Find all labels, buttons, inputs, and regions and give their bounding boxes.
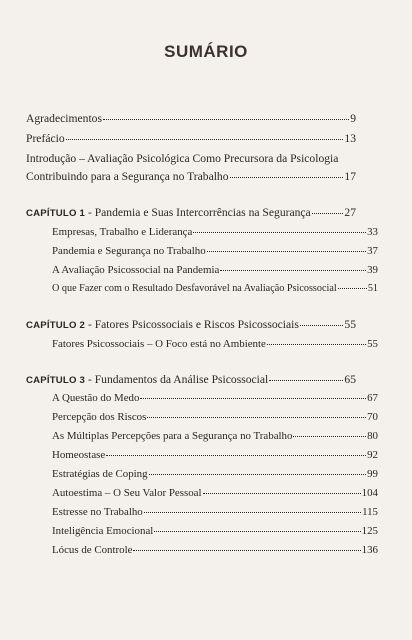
toc-page-number: 99: [367, 468, 378, 480]
dot-leader: [293, 436, 366, 437]
dot-leader: [203, 493, 361, 494]
toc-subentry: [52, 506, 378, 522]
toc-subentry: [52, 544, 378, 560]
toc-page-number: 51: [367, 283, 378, 294]
toc-subentry: [52, 226, 378, 242]
toc-entry-label: Agradecimentos: [26, 112, 102, 125]
toc-page-number: 27: [344, 206, 356, 219]
dot-leader: [193, 232, 366, 233]
toc-subentry: [52, 245, 378, 261]
toc-subentry: [52, 468, 378, 484]
dot-leader: [338, 288, 367, 289]
toc-page-number: 70: [367, 411, 378, 423]
dot-leader: [269, 380, 343, 381]
chapter-title: - Pandemia e Suas Intercorrências na Segurança: [85, 206, 311, 219]
toc-subentry: [52, 338, 378, 354]
toc-page-number: 55: [344, 318, 356, 331]
toc-entry-label: As Múltiplas Percepções para a Segurança no Trabalho: [52, 430, 293, 442]
toc-entry-label: Empresas, Trabalho e Liderança: [52, 226, 193, 238]
toc-subentry: [52, 525, 378, 541]
dot-leader: [312, 213, 344, 214]
toc-entry-label: Estresse no Trabalho: [52, 506, 143, 518]
toc-subentry: [52, 411, 378, 427]
toc-chapter-2: [26, 318, 356, 334]
chapter-title: - Fundamentos da Análise Psicossocial: [85, 373, 269, 386]
toc-subentry: [52, 487, 378, 503]
toc-entry-label: A Avaliação Psicossocial na Pandemia: [52, 264, 220, 276]
dot-leader: [147, 417, 366, 418]
toc-page-number: 80: [367, 430, 378, 442]
toc-subentry: [52, 264, 378, 280]
toc-chapter-1: [26, 206, 356, 222]
toc-subentry: [52, 392, 378, 408]
toc-entry-label: A Questão do Medo: [52, 392, 140, 404]
dot-leader: [106, 455, 366, 456]
toc-page-number: 37: [367, 245, 378, 257]
toc-page-number: 136: [361, 544, 378, 556]
toc-entry-introducao-line1: Introdução – Avaliação Psicológica Como Precursora da Psicologia: [26, 152, 339, 165]
toc-page-number: 92: [367, 449, 378, 461]
toc-page-number: 33: [367, 226, 378, 238]
toc-page-number: 39: [367, 264, 378, 276]
toc-entry-label: Pandemia e Segurança no Trabalho: [52, 245, 206, 257]
toc-page-number: 115: [362, 506, 378, 518]
dot-leader: [220, 270, 366, 271]
toc-page-number: 13: [344, 132, 356, 145]
toc-page-number: 55: [367, 338, 378, 350]
chapter-number: CAPÍTULO 1: [26, 208, 86, 219]
toc-entry-label: Prefácio: [26, 132, 65, 145]
toc-entry-label: Autoestima – O Seu Valor Pessoal: [52, 487, 202, 499]
toc-entry-label: Estratégias de Coping: [52, 468, 148, 480]
dot-leader: [103, 119, 349, 120]
chapter-title: - Fatores Psicossociais e Riscos Psicossociais: [85, 318, 299, 331]
dot-leader: [230, 177, 344, 178]
toc-page-number: 67: [367, 392, 378, 404]
chapter-number: CAPÍTULO 2: [26, 320, 86, 331]
toc-entry-label: Lócus de Controle: [52, 544, 133, 556]
toc-entry-label: O que Fazer com o Resultado Desfavorável na Avaliação Psicossocial: [52, 283, 337, 294]
chapter-number: CAPÍTULO 3: [26, 375, 86, 386]
dot-leader: [144, 512, 361, 513]
toc-entry-label: Contribuindo para a Segurança no Trabalho: [26, 170, 229, 183]
toc-chapter-3: [26, 373, 356, 389]
toc-entry-label: Homeostase: [52, 449, 106, 461]
toc-entry-label: Percepção dos Riscos: [52, 411, 147, 423]
toc-entry-introducao: [26, 170, 356, 186]
dot-leader: [207, 251, 366, 252]
page-title: SUMÁRIO: [164, 42, 248, 61]
dot-leader: [140, 398, 366, 399]
toc-page-number: 104: [361, 487, 378, 499]
toc-subentry: [52, 430, 378, 446]
dot-leader: [66, 139, 344, 140]
dot-leader: [267, 344, 366, 345]
dot-leader: [154, 531, 360, 532]
toc-entry-label: Inteligência Emocional: [52, 525, 154, 537]
toc-entry-prefacio: [26, 132, 356, 148]
toc-page-number: 9: [350, 112, 356, 125]
dot-leader: [300, 325, 344, 326]
dot-leader: [133, 550, 360, 551]
toc-subentry: [52, 283, 378, 299]
toc-page-number: 17: [344, 170, 356, 183]
toc-page-number: 65: [344, 373, 356, 386]
toc-subentry: [52, 449, 378, 465]
toc-page-number: 125: [361, 525, 378, 537]
dot-leader: [149, 474, 367, 475]
toc-entry-agradecimentos: [26, 112, 356, 128]
toc-entry-label: Fatores Psicossociais – O Foco está no Ambiente: [52, 338, 266, 350]
